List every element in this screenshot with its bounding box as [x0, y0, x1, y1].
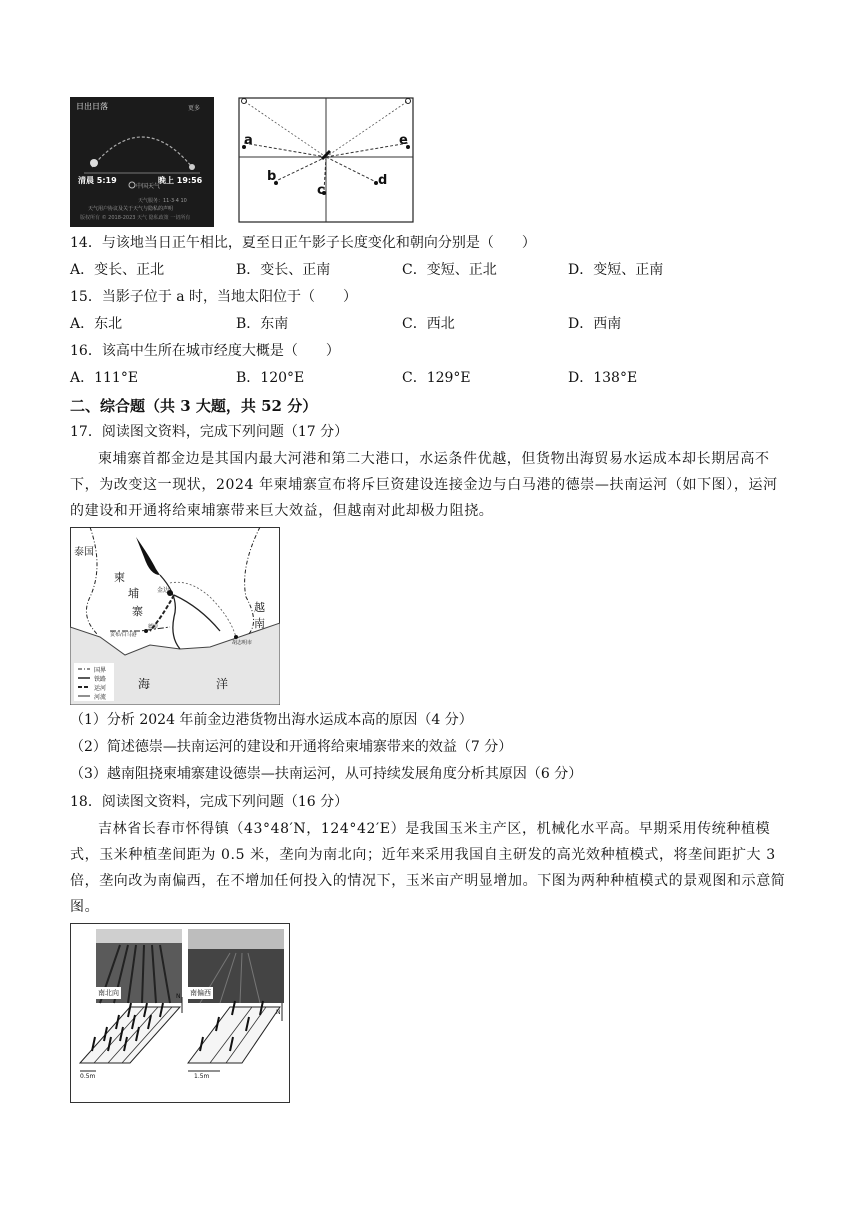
crop-north-left: N [176, 993, 181, 1000]
q17-sub-1: （1）分析 2024 年前金边港货物出海水运成本高的原因（4 分） [70, 712, 473, 728]
q14-option-a: A．变长、正北 [70, 262, 165, 278]
sunrise-photo [70, 97, 214, 227]
section-2-heading: 二、综合题（共 3 大题，共 52 分） [70, 397, 318, 415]
q14-option-b: B．变长、正南 [236, 262, 331, 278]
q15-option-d: D．西南 [568, 316, 622, 332]
sunrise-caption-2: 天气用户协议及关于天气与隐私的声明 [88, 206, 174, 212]
map-label-cambodia-1: 柬 [114, 571, 125, 584]
q15-option-a: A．东北 [70, 316, 123, 332]
q17-sub-3: （3）越南阻挠柬埔寨建设德崇—扶南运河，从可持续发展角度分析其原因（6 分） [70, 766, 583, 782]
q18-stem: 18．阅读图文资料，完成下列问题（16 分） [70, 794, 349, 810]
q16-option-d: D．138°E [568, 370, 638, 386]
sunrise-caption-3: 版权所有 © 2018-2023 天气 隐私政策 一切所有 [80, 215, 191, 221]
map-label-phnompenh: 金边 [157, 587, 170, 594]
q16-option-a: A．111°E [70, 370, 139, 386]
q15-option-b: B．东南 [236, 316, 289, 332]
sunrise-time: 清晨 5:19 [78, 176, 117, 185]
q17-paragraph: 柬埔寨首都金边是其国内最大河港和第二大港口，水运条件优越，但货物出海贸易水运成本却长期居高不下，为改变这一现状，2024 年柬埔寨宣布将斥巨资建设连接金边与白马港的德崇—扶南运河（如下图），运河的建设和开通将给柬埔寨带来巨大效益，但越南对此却极力阻挠。 [70, 451, 778, 519]
sunrise-more-tag: 更多 [188, 105, 201, 112]
map-label-sea-2: 洋 [216, 677, 229, 691]
sunrise-caption-1: 天气服务：11·3·4 10 [138, 198, 187, 204]
shadow-label-c: c [317, 183, 325, 198]
map-legend-border: 国界 [94, 667, 107, 674]
map-label-port-left: 贡布/白马港 [110, 632, 137, 638]
shadow-diagram [238, 97, 414, 223]
q18-paragraph: 吉林省长春市怀得镇（43°48′N，124°42′E）是我国玉米主产区，机械化水平高。早期采用传统种植模式，玉米种植垄间距为 0.5 米，垄向为南北向；近年来采用我国自主研发的高光效种植模式，将垄间距扩大 3 倍，垄向改为南偏西，在不增加任何投入的情况下，玉米亩产明显增加。下图为两种种植模式的景观图和示意简图。 [70, 821, 786, 915]
map-label-port-right: 胡志明市 [232, 640, 253, 646]
q14-option-d: D．变短、正南 [568, 262, 664, 278]
cambodia-canal-map [70, 527, 280, 705]
map-label-sea-1: 海 [138, 677, 151, 691]
map-label-port-mid: 德崇 [148, 624, 159, 630]
q15-option-c: C．西北 [402, 316, 455, 332]
crop-figure-graphic [70, 923, 290, 1103]
map-label-vietnam-2: 南 [254, 617, 265, 630]
crop-label-left: 南北向 [98, 989, 119, 997]
q16-stem: 16．该高中生所在城市经度大概是（ ） [70, 343, 340, 359]
map-label-cambodia-2: 埔 [128, 587, 139, 600]
q17-sub-2: （2）简述德崇—扶南运河的建设和开通将给柬埔寨带来的效益（7 分） [70, 739, 513, 755]
map-legend-canal: 运河 [94, 685, 107, 692]
shadow-label-e: e [399, 133, 408, 148]
crop-label-right: 南偏西 [190, 989, 211, 997]
crop-spacing-left: 0.5m [80, 1073, 96, 1080]
crop-spacing-right: 1.5m [194, 1073, 210, 1080]
q14-stem: 14．与该地当日正午相比，夏至日正午影子长度变化和朝向分别是（ ） [70, 235, 536, 251]
q15-stem: 15．当影子位于 a 时，当地太阳位于（ ） [70, 289, 358, 305]
map-label-thailand: 泰国 [74, 547, 94, 558]
q16-option-c: C．129°E [402, 370, 471, 386]
q16-option-b: B．120°E [236, 370, 305, 386]
q14-option-c: C．变短、正北 [402, 262, 497, 278]
sunrise-source: 中国天气 [136, 183, 161, 190]
shadow-label-a: a [244, 133, 253, 148]
map-label-vietnam-1: 越 [254, 601, 265, 614]
q17-stem: 17．阅读图文资料，完成下列问题（17 分） [70, 424, 349, 440]
shadow-diagram-graphic [238, 97, 414, 223]
map-legend-river: 河流 [94, 694, 107, 701]
map-label-cambodia-3: 寨 [132, 605, 143, 618]
crop-north-right: N [276, 1009, 281, 1016]
sunset-time: 晚上 19:56 [158, 176, 203, 185]
shadow-label-b: b [267, 169, 277, 184]
sunrise-title: 日出日落 [76, 102, 108, 111]
crop-planting-figure [70, 923, 290, 1103]
map-legend-railway: 铁路 [94, 676, 107, 683]
shadow-label-d: d [378, 173, 388, 188]
